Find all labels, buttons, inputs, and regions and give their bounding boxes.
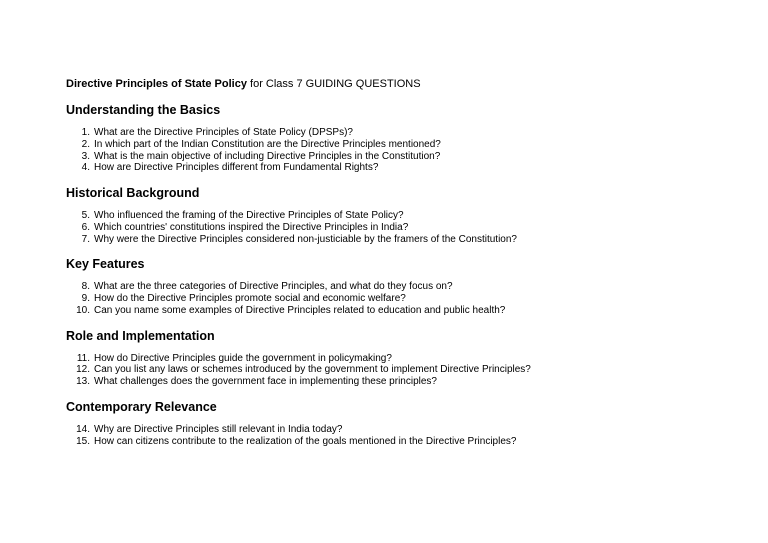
question-item bbox=[66, 424, 746, 436]
document-title bbox=[66, 77, 746, 91]
question-number: 14. bbox=[76, 423, 90, 435]
question-number: 5. bbox=[81, 210, 90, 221]
question-list bbox=[66, 210, 746, 245]
question-text: Which countries' constitutions inspired the Directive Principles in India? bbox=[94, 221, 409, 233]
section-role-implementation bbox=[66, 328, 746, 388]
section-understanding-basics bbox=[66, 102, 746, 174]
question-item bbox=[66, 127, 746, 139]
section-key-features bbox=[66, 256, 746, 316]
question-item bbox=[66, 376, 746, 388]
section-heading: Key Features bbox=[66, 257, 145, 272]
question-number: 12. bbox=[76, 364, 90, 376]
section-contemporary-relevance bbox=[66, 399, 746, 448]
question-number: 1. bbox=[81, 127, 90, 138]
question-item bbox=[66, 293, 746, 305]
question-number: 6. bbox=[81, 221, 90, 233]
question-text: How are Directive Principles different from Fundamental Rights? bbox=[94, 162, 379, 174]
question-number: 3. bbox=[81, 150, 90, 162]
question-text: What are the three categories of Directive Principles, and what do they focus on? bbox=[94, 281, 453, 293]
question-text: Why are Directive Principles still relevant in India today? bbox=[94, 423, 343, 435]
question-list bbox=[66, 127, 746, 174]
question-text: Can you list any laws or schemes introduced by the government to implement Directive Principles? bbox=[94, 364, 531, 376]
question-text: How can citizens contribute to the realization of the goals mentioned in the Directive Principles? bbox=[94, 435, 517, 447]
section-heading: Contemporary Relevance bbox=[66, 399, 217, 414]
question-item bbox=[66, 139, 746, 151]
question-item bbox=[66, 222, 746, 234]
document-page bbox=[66, 75, 746, 447]
question-text: How do the Directive Principles promote social and economic welfare? bbox=[94, 293, 406, 304]
section-historical-background bbox=[66, 185, 746, 245]
question-number: 10. bbox=[76, 304, 90, 316]
question-item bbox=[66, 364, 746, 376]
document-title-bold: Directive Principles of State Policy bbox=[66, 78, 247, 90]
document-title-rest: for Class 7 GUIDING QUESTIONS bbox=[246, 78, 421, 90]
question-item bbox=[66, 436, 746, 448]
question-text: Can you name some examples of Directive Principles related to education and public health? bbox=[94, 304, 506, 316]
section-heading: Understanding the Basics bbox=[66, 103, 221, 117]
question-number: 15. bbox=[76, 435, 90, 447]
question-text: What are the Directive Principles of State Policy (DPSPs)? bbox=[94, 127, 353, 138]
question-number: 7. bbox=[81, 233, 90, 245]
question-text: Who influenced the framing of the Directive Principles of State Policy? bbox=[94, 210, 404, 221]
question-number: 2. bbox=[81, 138, 90, 150]
question-number: 13. bbox=[76, 376, 90, 387]
question-list bbox=[66, 424, 746, 448]
question-item bbox=[66, 210, 746, 222]
question-text: How do Directive Principles guide the government in policymaking? bbox=[94, 352, 392, 364]
question-item bbox=[66, 162, 746, 174]
question-item bbox=[66, 234, 746, 246]
question-list bbox=[66, 281, 746, 316]
question-text: What is the main objective of including Directive Principles in the Constitution? bbox=[94, 150, 441, 162]
question-number: 11. bbox=[76, 352, 90, 364]
section-heading: Role and Implementation bbox=[66, 328, 215, 343]
question-text: In which part of the Indian Constitution are the Directive Principles mentioned? bbox=[94, 138, 441, 150]
question-number: 9. bbox=[81, 293, 90, 304]
question-text: What challenges does the government face in implementing these principles? bbox=[94, 376, 437, 387]
question-number: 4. bbox=[81, 162, 90, 174]
question-item bbox=[66, 281, 746, 293]
question-item bbox=[66, 305, 746, 317]
question-list bbox=[66, 353, 746, 388]
question-text: Why were the Directive Principles considered non-justiciable by the framers of the Constitution? bbox=[94, 233, 517, 245]
question-item bbox=[66, 151, 746, 163]
question-number: 8. bbox=[81, 281, 90, 293]
section-heading: Historical Background bbox=[66, 186, 200, 200]
question-item bbox=[66, 353, 746, 365]
